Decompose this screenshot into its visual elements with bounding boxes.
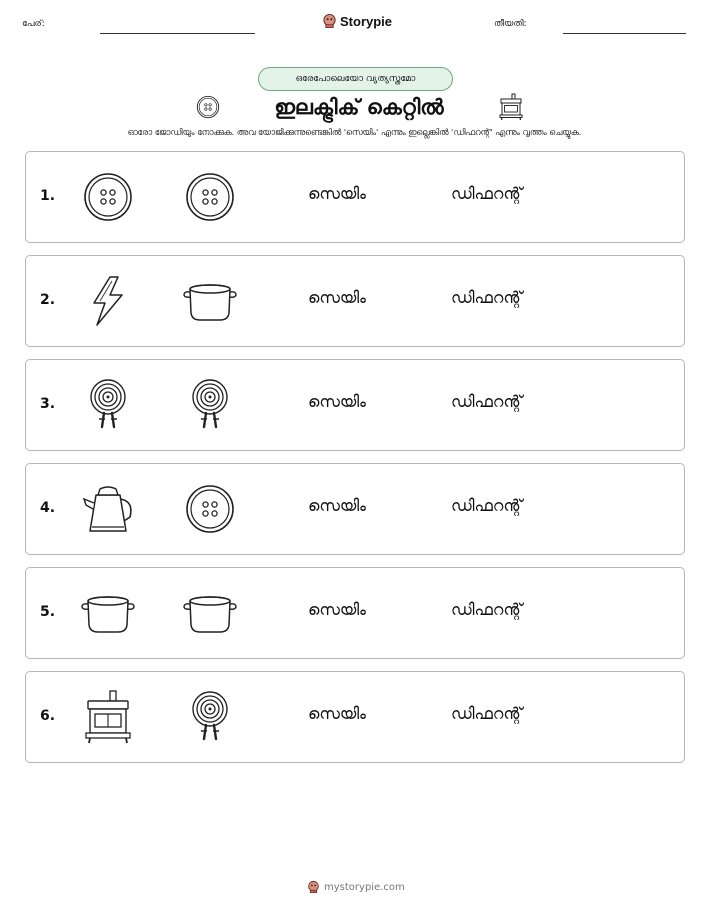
name-field-line[interactable] [100,33,255,34]
exercise-number: 3. [40,396,56,412]
storypie-mascot-icon [322,13,337,29]
same-option[interactable]: സെയിം [308,392,366,411]
exercise-row [25,567,685,659]
exercise-row [25,463,685,555]
pot-icon [80,585,136,641]
exercise-row [25,671,685,763]
same-option[interactable]: സെയിം [308,184,366,203]
instructions: ഓരോ ജോഡിയും നോക്കുക. അവ യോജിക്കുന്നുണ്ടെങ്കിൽ 'സെയിം' എന്നും ഇല്ലെങ്കിൽ 'ഡിഫറന്റ്' എന്നും വൃത്തം ചെയ്യുക. [127,127,582,137]
lightning-icon [80,273,136,329]
different-option[interactable]: ഡിഫറന്റ് [451,704,523,723]
storypie-mascot-icon [307,880,320,894]
same-option[interactable]: സെയിം [308,288,366,307]
heating-coil-icon [182,377,238,433]
worksheet-type-badge: ഒരേപോലെയോ വ്യത്യസ്തമോ [258,67,453,91]
different-option[interactable]: ഡിഫറന്റ് [451,496,523,515]
heating-coil-icon [80,377,136,433]
exercise-number: 4. [40,500,56,516]
name-label: പേര്: [22,19,45,29]
exercise-number: 2. [40,292,56,308]
stove-icon [80,689,136,745]
footer [307,880,405,894]
page-title: ഇലക്ട്രിക് കെറ്റിൽ [274,94,444,119]
title-row [195,92,525,122]
same-option[interactable]: സെയിം [308,496,366,515]
pot-icon [182,585,238,641]
footer-url: mystorypie.com [324,881,405,893]
exercise-row [25,359,685,451]
button-icon [182,481,238,537]
different-option[interactable]: ഡിഫറന്റ് [451,392,523,411]
exercise-row [25,255,685,347]
date-field-line[interactable] [563,33,686,34]
different-option[interactable]: ഡിഫറന്റ് [451,288,523,307]
button-icon [182,169,238,225]
same-option[interactable]: സെയിം [308,704,366,723]
different-option[interactable]: ഡിഫറന്റ് [451,600,523,619]
pot-icon [182,273,238,329]
kettle-icon [80,481,136,537]
heating-coil-icon [182,689,238,745]
same-option[interactable]: സെയിം [308,600,366,619]
date-label: തീയതി: [494,19,527,29]
title-stove-icon [497,93,525,121]
brand-name: Storypie [340,13,393,29]
exercise-number: 6. [40,708,56,724]
title-button-icon [195,94,221,120]
brand-logo [322,13,392,29]
exercise-row [25,151,685,243]
button-icon [80,169,136,225]
different-option[interactable]: ഡിഫറന്റ് [451,184,523,203]
exercise-number: 5. [40,604,56,620]
exercise-number: 1. [40,188,56,204]
